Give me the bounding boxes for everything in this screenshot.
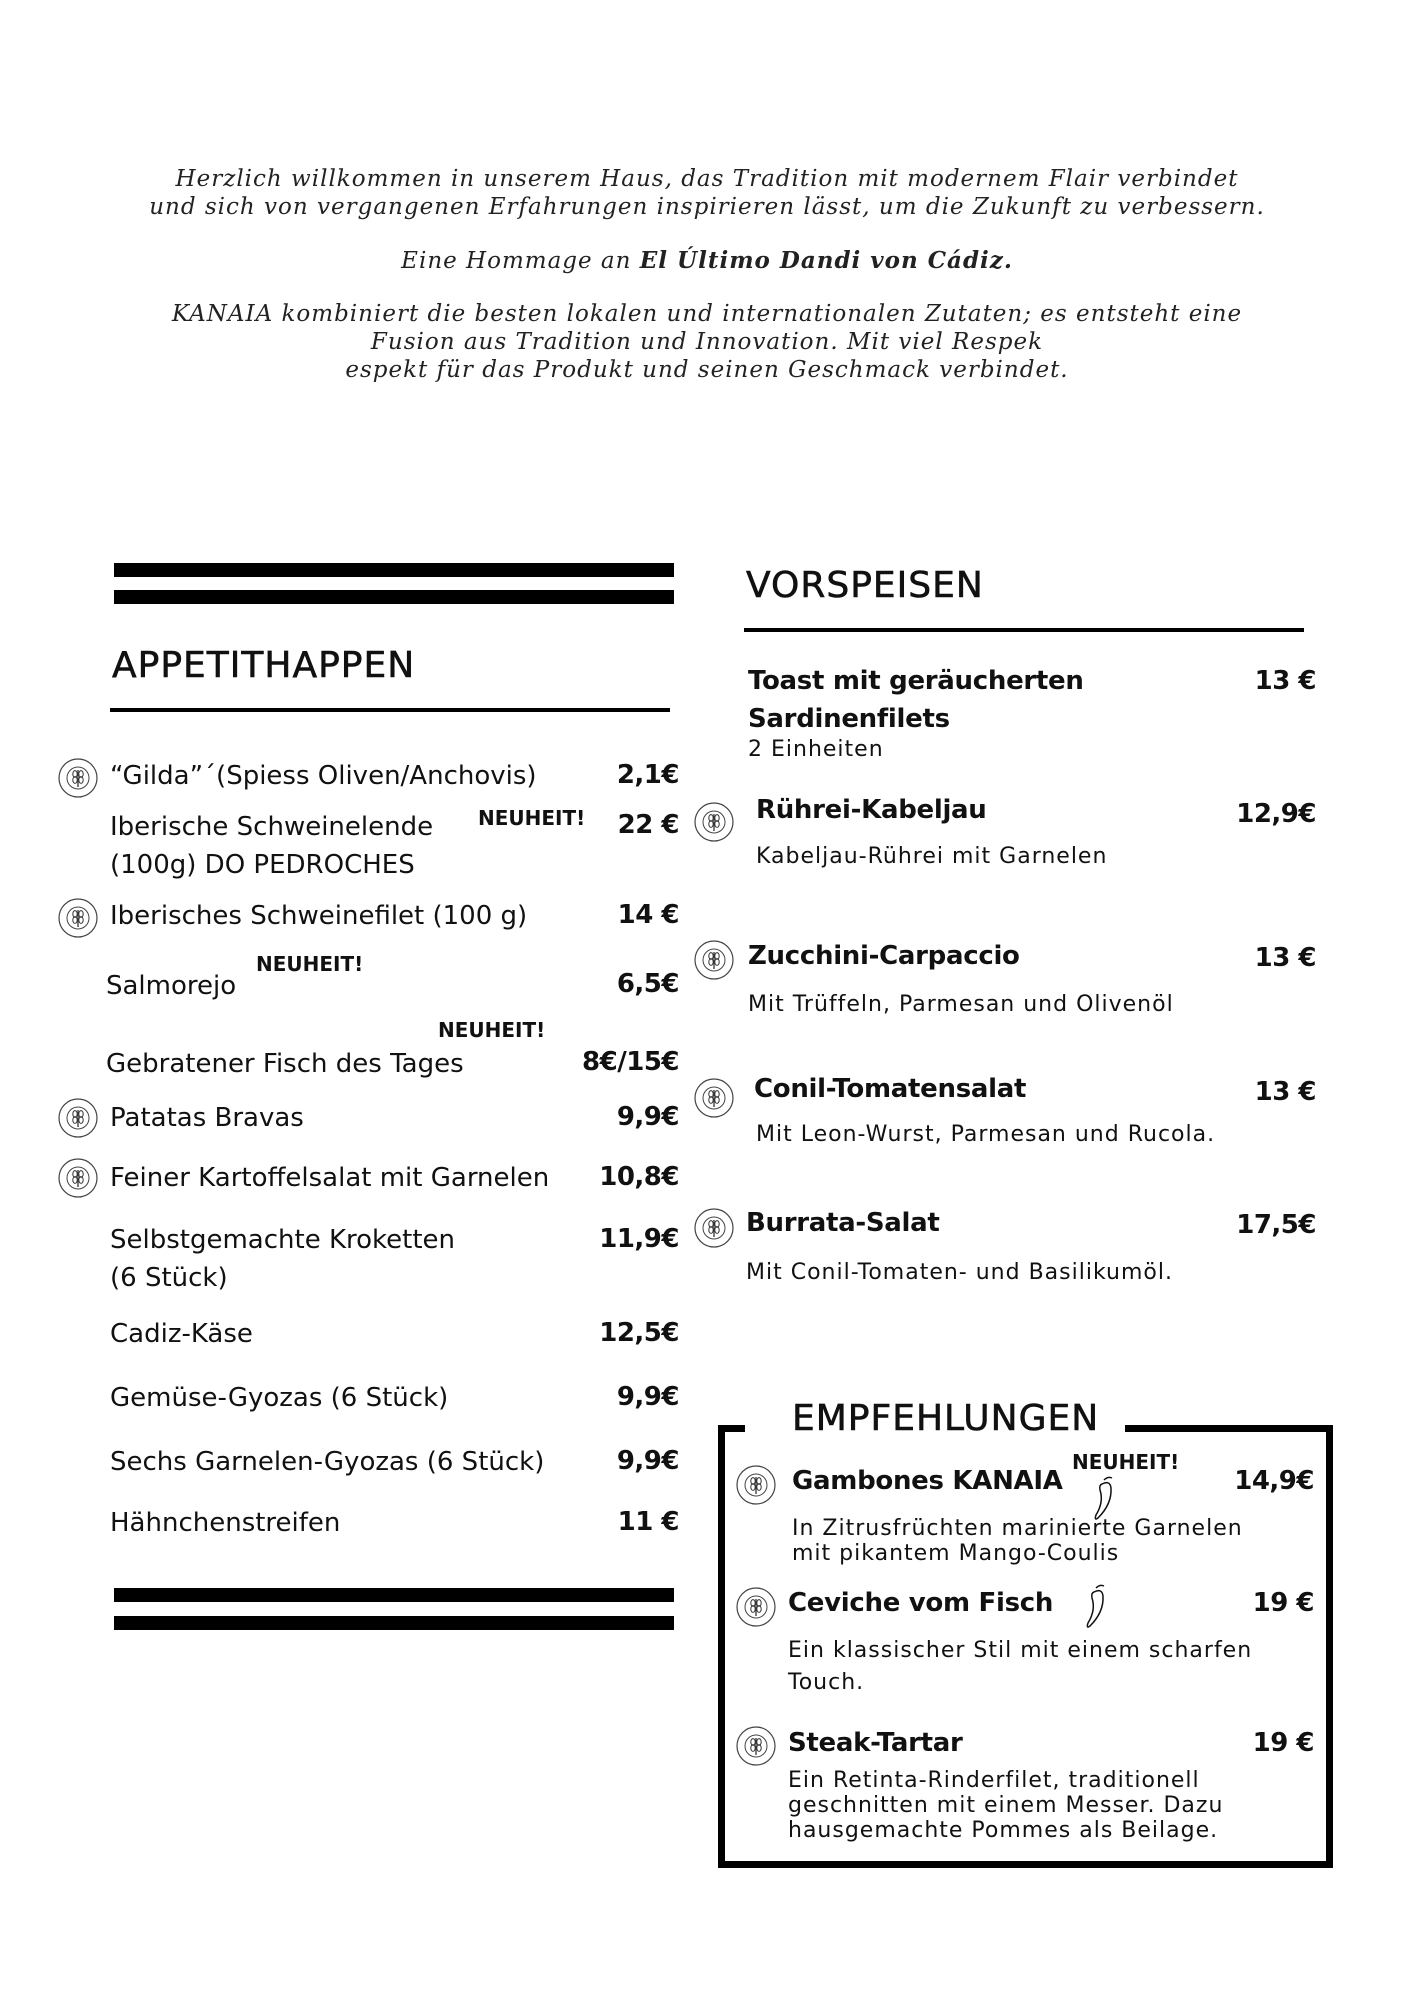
menu-item-description: Ein klassischer Stil mit einem scharfen [788, 1638, 1253, 1663]
menu-item-name: Selbstgemachte Kroketten [110, 1225, 456, 1255]
gluten-free-icon [56, 1156, 100, 1200]
menu-item-description: Kabeljau-Rührei mit Garnelen [756, 844, 1108, 869]
menu-item-price: 12,9€ [1236, 799, 1316, 829]
new-badge: NEUHEIT! [256, 952, 364, 976]
menu-item-price: 14 € [617, 900, 679, 930]
menu-item-price: 13 € [1254, 666, 1316, 696]
intro-homage [0, 247, 1414, 275]
menu-item-name: Zucchini-Carpaccio [748, 941, 1020, 971]
divider-bar [114, 563, 674, 577]
menu-item-price: 17,5€ [1236, 1210, 1316, 1240]
menu-item-name: “Gilda”´(Spiess Oliven/Anchovis) [110, 761, 537, 791]
menu-item-price: 9,9€ [616, 1382, 679, 1412]
menu-item-name: Gebratener Fisch des Tages [106, 1049, 464, 1079]
appetizers-underline [110, 708, 670, 712]
divider-bar [114, 590, 674, 604]
starters-underline [744, 628, 1304, 632]
menu-item-price: 19 € [1252, 1728, 1314, 1758]
menu-item-price: 19 € [1252, 1588, 1314, 1618]
new-badge: NEUHEIT! [478, 806, 586, 830]
divider-bar [114, 1616, 674, 1630]
menu-item-description: Mit Conil-Tomaten- und Basilikumöl. [746, 1260, 1173, 1285]
divider-bar [114, 1588, 674, 1602]
menu-item-price: 22 € [617, 810, 679, 840]
starters-heading: VORSPEISEN [746, 565, 984, 606]
menu-item-price: 11 € [617, 1507, 679, 1537]
menu-item-description: 2 Einheiten [748, 737, 884, 762]
gluten-free-icon [56, 756, 100, 800]
menu-item-description: Mit Leon-Wurst, Parmesan und Rucola. [756, 1122, 1216, 1147]
menu-item-price: 12,5€ [599, 1318, 679, 1348]
menu-item-name: Conil-Tomatensalat [754, 1074, 1027, 1104]
new-badge: NEUHEIT! [438, 1018, 546, 1042]
gluten-free-icon [692, 1076, 736, 1120]
gluten-free-icon [734, 1463, 778, 1507]
chili-pepper-icon [1076, 1582, 1116, 1632]
menu-item-name: Feiner Kartoffelsalat mit Garnelen [110, 1163, 550, 1193]
menu-item-price: 2,1€ [616, 760, 679, 790]
menu-item-name: Rührei-Kabeljau [756, 795, 987, 825]
intro-line-1: Herzlich willkommen in unserem Haus, das Tradition mit modernem Flair verbindet [175, 166, 1239, 192]
menu-item-description: geschnitten mit einem Messer. Dazu [788, 1793, 1224, 1818]
recommendations-heading: EMPFEHLUNGEN [792, 1398, 1100, 1439]
menu-item-name: Cadiz-Käse [110, 1319, 253, 1349]
menu-item-description: hausgemachte Pommes als Beilage. [788, 1818, 1219, 1843]
menu-item-name-line2: (100g) DO PEDROCHES [110, 850, 415, 880]
menu-item-price: 10,8€ [599, 1162, 679, 1192]
menu-item-name-line2: (6 Stück) [110, 1263, 228, 1293]
menu-item-name: Gambones KANAIA [792, 1466, 1063, 1496]
gluten-free-icon [56, 1096, 100, 1140]
menu-item-description: Touch. [788, 1670, 865, 1695]
intro-homage-prefix: Eine Hommage an [401, 248, 640, 274]
menu-item-description: mit pikantem Mango-Coulis [792, 1541, 1120, 1566]
intro-line-5: espekt für das Produkt und seinen Geschmack verbindet. [345, 357, 1069, 383]
menu-item-name: Hähnchenstreifen [110, 1508, 341, 1538]
menu-item-name: Toast mit geräucherten [748, 666, 1084, 696]
menu-item-description: Ein Retinta-Rinderfilet, traditionell [788, 1768, 1200, 1793]
menu-item-price: 11,9€ [599, 1224, 679, 1254]
menu-item-price: 9,9€ [616, 1446, 679, 1476]
menu-item-name: Gemüse-Gyozas (6 Stück) [110, 1383, 449, 1413]
menu-item-name: Iberisches Schweinefilet (100 g) [110, 901, 528, 931]
menu-item-name: Sechs Garnelen-Gyozas (6 Stück) [110, 1447, 545, 1477]
menu-item-price: 6,5€ [616, 969, 679, 999]
menu-item-price: 8€/15€ [582, 1047, 679, 1077]
intro-homage-name: El Último Dandi von Cádiz. [639, 247, 1013, 274]
gluten-free-icon [692, 938, 736, 982]
menu-item-price: 13 € [1254, 943, 1316, 973]
gluten-free-icon [692, 800, 736, 844]
menu-item-name: Burrata-Salat [746, 1208, 940, 1238]
menu-item-name: Patatas Bravas [110, 1103, 304, 1133]
menu-item-price: 9,9€ [616, 1102, 679, 1132]
new-badge: NEUHEIT! [1072, 1450, 1180, 1474]
menu-item-name-line2: Sardinenfilets [748, 704, 950, 734]
intro-line-2: und sich von vergangenen Erfahrungen inspirieren lässt, um die Zukunft zu verbessern. [149, 194, 1265, 220]
menu-item-price: 13 € [1254, 1077, 1316, 1107]
menu-item-name: Iberische Schweinelende [110, 812, 434, 842]
menu-item-name: Salmorejo [106, 971, 237, 1001]
gluten-free-icon [734, 1724, 778, 1768]
appetizers-heading: APPETITHAPPEN [112, 645, 416, 686]
gluten-free-icon [692, 1206, 736, 1250]
gluten-free-icon [56, 896, 100, 940]
menu-item-description: Mit Trüffeln, Parmesan und Olivenöl [748, 992, 1174, 1017]
menu-item-price: 14,9€ [1234, 1466, 1314, 1496]
menu-item-name: Ceviche vom Fisch [788, 1588, 1054, 1618]
gluten-free-icon [734, 1585, 778, 1629]
intro-line-4: Fusion aus Tradition und Innovation. Mit viel Respek [370, 329, 1044, 355]
menu-item-name: Steak-Tartar [788, 1728, 963, 1758]
menu-item-description: In Zitrusfrüchten marinierte Garnelen [792, 1516, 1243, 1541]
intro-line-3: KANAIA kombiniert die besten lokalen und internationalen Zutaten; es entsteht eine [171, 301, 1243, 327]
